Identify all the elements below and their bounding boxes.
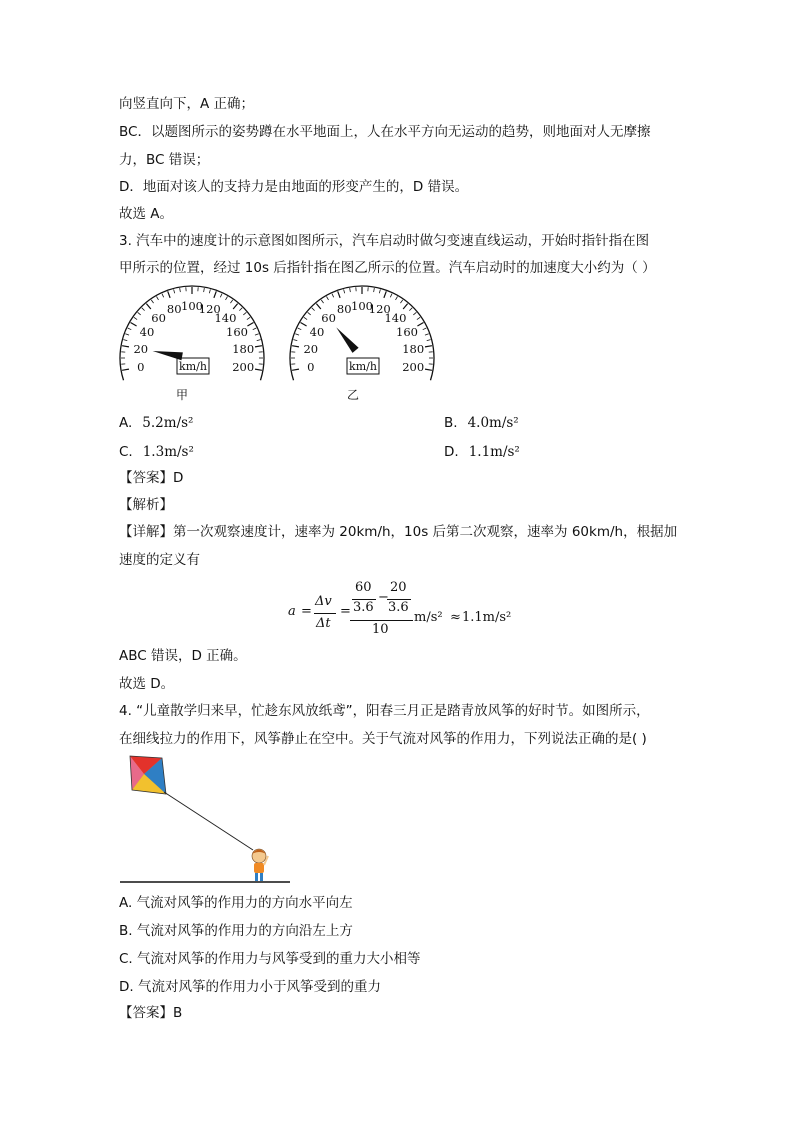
q4-answer: 【答案】B: [119, 1005, 183, 1021]
gauge-tick-label: 120: [368, 302, 391, 317]
gauge-tick: [255, 346, 262, 347]
gauge-tick: [292, 346, 299, 347]
gauge-tick-label: 20: [303, 341, 319, 356]
gauge-tick: [226, 297, 228, 300]
speedometer-jia: [120, 286, 264, 380]
formula-n2: 20: [390, 580, 407, 595]
q3-conclusion-2: 故选 D。: [119, 676, 175, 692]
gauge-tick: [338, 291, 340, 298]
gauge-tick: [243, 312, 246, 315]
kite-icon: [130, 756, 166, 794]
gauge-tick: [409, 308, 412, 311]
gauge-tick-label: 60: [321, 311, 336, 326]
gauge-tick: [403, 304, 407, 309]
gauge-tick: [390, 294, 392, 298]
gauge-tick-label: 100: [351, 299, 373, 313]
gauge-tick: [312, 308, 315, 311]
gauge-tick: [138, 312, 141, 315]
gauge-tick: [417, 317, 420, 319]
gauge-tick-label: 200: [232, 360, 255, 375]
gauge-tick: [379, 289, 380, 293]
q3-detail-line-1: 【详解】第一次观察速度计，速率为 20km/h，10s 后第二次观察，速率为 60km/h，根据加: [119, 524, 678, 540]
acceleration-formula: [288, 580, 518, 642]
gauge-tick: [400, 300, 402, 303]
gauge-needle: [153, 351, 183, 360]
gauge-tick-label: 40: [309, 325, 325, 339]
gauge-tick: [180, 288, 181, 292]
gauge-tick: [332, 294, 334, 298]
gauge-tick: [125, 334, 129, 335]
gauge-tick: [425, 334, 429, 335]
prev-line-5: 故选 A。: [119, 206, 174, 222]
formula-d1: 3.6: [353, 600, 374, 615]
gauge-tick-label: 120: [198, 302, 221, 317]
q4-option-c[interactable]: C. 气流对风筝的作用力与风筝受到的重力大小相等: [119, 951, 421, 967]
gauge-tick: [417, 323, 423, 327]
gauge-tick: [255, 369, 262, 370]
gauge-tick-label: 160: [226, 325, 249, 339]
gauge-tick: [293, 340, 297, 341]
formula-n1: 60: [355, 580, 372, 595]
gauge-tick: [350, 288, 351, 292]
prev-line-1: 向竖直向下，A 正确；: [119, 96, 255, 112]
gauge-tick: [209, 289, 210, 293]
gauge-tick: [321, 300, 323, 303]
q4-option-d[interactable]: D. 气流对风筝的作用力小于风筝受到的重力: [119, 979, 381, 995]
gauge-tick: [151, 300, 153, 303]
gauge-tick: [168, 291, 170, 298]
gauge-tick: [425, 369, 432, 370]
q4-option-b[interactable]: B. 气流对风筝的作用力的方向沿左上方: [119, 923, 353, 939]
prev-line-2: BC．以题图所示的姿势蹲在水平地面上，人在水平方向无运动的趋势，则地面对人无摩擦: [119, 124, 651, 140]
option-label: C.: [119, 444, 133, 460]
prev-line-4: D．地面对该人的支持力是由地面的形变产生的，D 错误。: [119, 179, 469, 195]
gauge-tick: [247, 323, 253, 327]
formula-unit: m/s²: [414, 610, 443, 625]
gauge-tick-label: 0: [137, 360, 145, 375]
gauge-tick: [301, 323, 307, 327]
gauge-tick: [122, 369, 129, 370]
q3-option-d[interactable]: [444, 442, 520, 462]
q3-detail-line-2: 速度的定义有: [119, 552, 200, 568]
gauge-tick: [128, 328, 132, 330]
gauge-tick: [131, 323, 137, 327]
gauge-tick: [134, 317, 137, 319]
formula-a: a: [288, 604, 296, 619]
gauge-tick: [233, 304, 237, 309]
gauge-unit-label: km/h: [349, 360, 377, 373]
gauge-unit-label: km/h: [179, 360, 207, 373]
gauge-tick: [157, 297, 159, 300]
gauge-tick: [257, 340, 261, 341]
gauge-tick: [374, 288, 375, 292]
gauge-tick: [174, 289, 175, 293]
option-label: A.: [119, 415, 133, 431]
gauge-tick: [292, 369, 299, 370]
formula-d2: 3.6: [388, 600, 409, 615]
gauge-tick: [425, 346, 432, 347]
gauge-tick: [122, 346, 129, 347]
formula-result: 1.1m/s²: [462, 610, 512, 625]
gauge-tick: [413, 312, 416, 315]
gauge-tick: [423, 328, 427, 330]
gauge-tick: [427, 340, 431, 341]
child-icon: [252, 849, 268, 881]
gauge-tick: [327, 297, 329, 300]
q4-stem-line-1: 4. “儿童散学归来早，忙趁东风放纸鸢”，阳春三月正是踏青放风筝的好时节。如图所示，: [119, 703, 650, 719]
gauge-caption-jia: 甲: [176, 388, 189, 402]
gauge-tick: [396, 297, 398, 300]
gauge-tick: [220, 294, 222, 298]
prev-line-3: 力，BC 错误；: [119, 152, 210, 168]
gauge-tick-label: 160: [396, 325, 419, 339]
gauge-tick-label: 180: [402, 341, 425, 356]
formula-den: 10: [372, 622, 389, 637]
gauge-tick: [384, 291, 386, 298]
gauge-tick-label: 100: [181, 299, 203, 313]
gauge-tick: [142, 308, 145, 311]
gauge-tick-label: 140: [214, 311, 237, 326]
gauge-tick: [162, 294, 164, 298]
formula-bar-main: [350, 620, 413, 621]
gauge-tick-label: 180: [232, 341, 255, 356]
kite-string: [164, 792, 253, 850]
q3-option-a[interactable]: [119, 413, 193, 433]
gauge-tick: [239, 308, 242, 311]
gauge-tick-label: 20: [133, 341, 149, 356]
gauge-tick: [255, 334, 259, 335]
kite-figure: [118, 752, 298, 888]
formula-dt: Δt: [316, 616, 331, 631]
option-value: 1.3m/s²: [142, 444, 194, 460]
q3-option-b[interactable]: [444, 413, 519, 433]
q3-conclusion-1: ABC 错误，D 正确。: [119, 648, 247, 664]
gauge-tick: [344, 289, 345, 293]
speedometer-figure: [115, 283, 455, 403]
formula-approx: ≈: [450, 610, 461, 625]
option-label: D.: [444, 444, 459, 460]
gauge-tick: [253, 328, 257, 330]
gauge-tick: [214, 291, 216, 298]
gauge-tick: [146, 304, 150, 309]
gauge-tick: [295, 334, 299, 335]
gauge-tick: [316, 304, 320, 309]
gauge-tick: [230, 300, 232, 303]
q3-stem-line-1: 3. 汽车中的速度计的示意图如图所示，汽车启动时做匀变速直线运动，开始时指针指在图: [119, 233, 650, 249]
gauge-tick: [308, 312, 311, 315]
gauge-tick: [298, 328, 302, 330]
formula-dv: Δv: [315, 594, 332, 609]
q3-analysis-heading: 【解析】: [119, 497, 173, 513]
q4-option-a[interactable]: A. 气流对风筝的作用力的方向水平向左: [119, 895, 353, 911]
formula-minus: −: [378, 590, 389, 605]
q3-option-c[interactable]: [119, 442, 194, 462]
formula-eq-2: =: [340, 604, 351, 619]
gauge-needle: [336, 327, 358, 353]
option-value: 5.2m/s²: [142, 415, 194, 431]
gauge-tick: [304, 317, 307, 319]
gauge-tick-label: 40: [139, 325, 155, 339]
gauge-tick-label: 60: [151, 311, 166, 326]
q4-stem-line-2: 在细线拉力的作用下，风筝静止在空中。关于气流对风筝的作用力，下列说法正确的是( ): [119, 731, 647, 747]
gauge-tick-label: 0: [307, 360, 315, 375]
option-label: B.: [444, 415, 458, 431]
gauge-tick-label: 80: [166, 302, 182, 317]
formula-eq-1: =: [301, 604, 312, 619]
option-value: 1.1m/s²: [468, 444, 520, 460]
q3-answer: 【答案】D: [119, 470, 184, 486]
option-value: 4.0m/s²: [467, 415, 519, 431]
gauge-tick: [204, 288, 205, 292]
speedometer-yi: [290, 286, 434, 380]
formula-bar-1: [314, 613, 336, 614]
gauge-tick-label: 80: [336, 302, 352, 317]
gauge-tick: [247, 317, 250, 319]
gauge-tick-label: 140: [384, 311, 407, 326]
q3-stem-line-2: 甲所示的位置，经过 10s 后指针指在图乙所示的位置。汽车启动时的加速度大小约为（ ）: [119, 260, 656, 276]
gauge-tick-label: 200: [402, 360, 425, 375]
gauge-caption-yi: 乙: [347, 388, 360, 402]
gauge-tick: [123, 340, 127, 341]
